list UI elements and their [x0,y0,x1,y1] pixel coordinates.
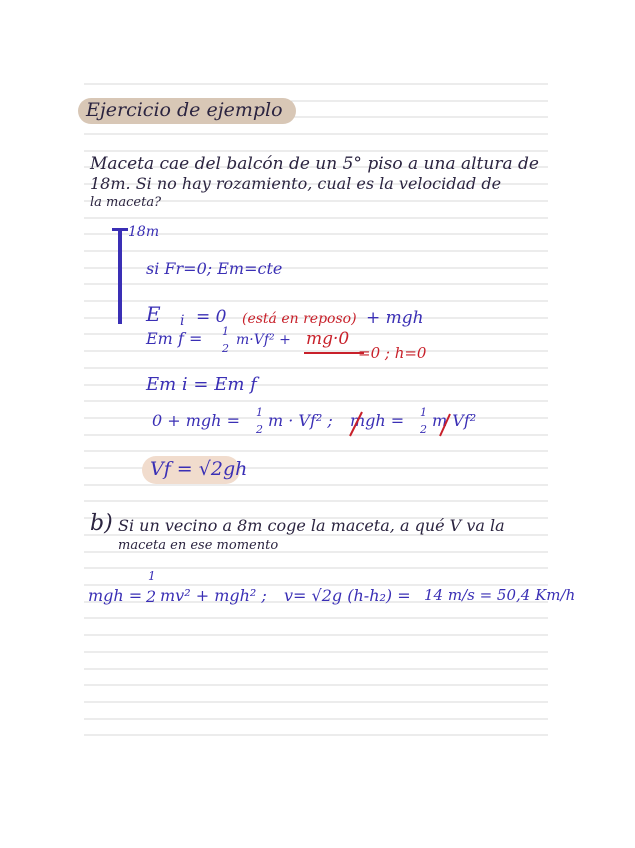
em-i-prefix: E [146,302,161,326]
red-underline [304,352,364,354]
em-f-frac-num: 1 [222,325,229,338]
em-i-eq: = 0 [196,307,227,327]
page-title: Ejercicio de ejemplo [86,99,283,121]
energy-conservation: Em i = Em f [146,374,257,395]
em-i-sub: i [180,313,185,329]
final-eq-b: mv² + mgh² ; [160,586,267,605]
energy-eq-right-frac-den: 2 [420,423,427,436]
final-eq-d: 14 m/s = 50,4 Km/h [424,586,576,604]
problem-line-3: la maceta? [90,195,162,210]
energy-eq-frac-num: 1 [256,406,263,419]
em-f-red-term: mg·0 [306,329,350,349]
em-f-frac-den: 2 [222,342,229,355]
problem-line-1: Maceta cae del balcón de un 5° piso a una altura de [90,154,539,174]
energy-eq-frac-den: 2 [256,423,263,436]
cancel-strokes [346,408,466,440]
result-formula: Vf = √2gh [150,458,248,480]
em-i-rest: + mgh [366,308,424,328]
energy-eq-left: 0 + mgh = [152,411,240,430]
em-i-note: (está en reposo) [242,311,357,327]
height-bar [118,228,122,324]
final-eq-c: v= √2g (h-h₂) = [284,586,411,605]
part-b-line-2: maceta en ese momento [118,538,279,553]
em-f-label: Em f = [146,329,203,348]
part-b-line-1: Si un vecino a 8m coge la maceta, a qué V va la [118,516,505,535]
friction-condition: si Fr=0; Em=cte [146,259,283,278]
em-f-rest: m·Vf² + [236,332,291,348]
energy-eq-right-frac-num: 1 [420,406,427,419]
energy-eq-right-b: m Vf² [432,411,477,430]
part-b-label: b) [90,511,113,536]
final-eq-frac-den: 2 [146,587,157,606]
final-eq-a: mgh = [88,586,143,605]
height-label: 18m [128,224,160,240]
energy-eq-right-a: mgh = [350,411,405,430]
final-eq-frac-num: 1 [148,569,156,583]
problem-line-2: 18m. Si no hay rozamiento, cual es la velocidad de [90,174,502,193]
energy-eq-mid: m · Vf² ; [268,411,333,430]
red-result: =0 ; h=0 [358,344,427,362]
